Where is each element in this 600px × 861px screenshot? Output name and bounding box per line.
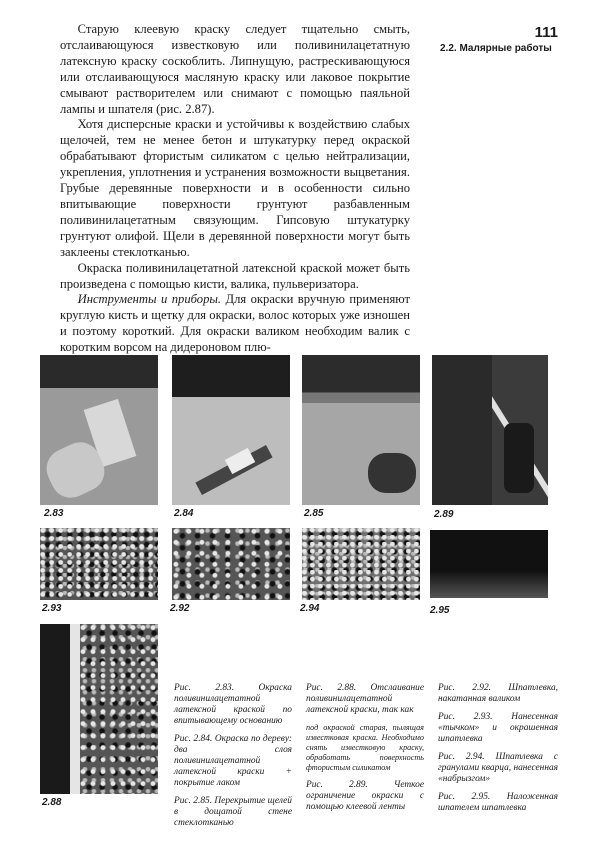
photo-peeling-paint	[40, 624, 158, 794]
paragraph-2: Хотя дисперсные краски и устойчивы к воздействию слабых щелочей, тем не менее бетон и штукатурку перед окраской обрабатывают фтористым силикатом с целью нейтрализации, укрепления, уплотнения и устранения возможности выцветания. Грубые деревянные поверхности и в особенности сильно впитывающие поверхности грунтуют разбавленным поливинилацетатным связующим. Гипсовую штукатурку грунтуют олифой. Щели в деревянной поверхности могут быть заклеены стеклотканью.	[60, 117, 410, 259]
photo-texture-trowelled	[430, 530, 548, 598]
paragraph-4	[60, 292, 410, 356]
caption-292: Рис. 2.92. Шпатлевка, накатанная валиком	[438, 683, 558, 704]
photo-tape-edge	[432, 355, 548, 505]
paragraph-1: Старую клеевую краску следует тщательно смыть, отслаивающуюся известковую или поливинилацетатную латексную краску соскоблить. Липнущую, растрескивающуюся или отслаивающуюся масляную краску или лаковое покрытие смывают растворителем или снимают с помощью паяльной лампы и шпателя (рис. 2.87).	[60, 22, 410, 116]
figure-label: 2.88	[42, 797, 62, 808]
page-number: 111	[534, 24, 558, 41]
running-head: 2.2. Малярные работы	[440, 43, 552, 54]
paragraph-3: Окраска поливинилацетатной латексной краской может быть произведена с помощью кисти, валика, пульверизатора.	[60, 260, 410, 291]
caption-285: Рис. 2.85. Перекрытие щелей в дощатой стене стеклотканью	[174, 796, 292, 828]
captions-column-3	[438, 683, 558, 821]
caption-289: Рис. 2.89. Четкое ограничение окраски с помощью клеевой ленты	[306, 780, 424, 812]
figure-label: 2.95	[430, 605, 450, 616]
captions-column-1	[174, 683, 292, 836]
figure-label: 2.92	[170, 603, 190, 614]
figure-label: 2.94	[300, 603, 320, 614]
caption-288-continued: под окраской старая, пылящая известковая краска. Необходимо снять известковую краску, обработать поверхность фтористым силикатом	[306, 723, 424, 772]
paragraph-4-text: Для окраски вручную применяют круглую кисть и щетку для окраски, волос которых уже изношен и поэтому короткий. Для окраски валиком необходим валик с коротким ворсом на дидероновом плю-	[60, 292, 410, 355]
photo-brush-painting-wood	[172, 355, 290, 505]
paragraph-4-lead: Инструменты и приборы.	[77, 292, 222, 307]
caption-288: Рис. 2.88. Отслаивание поливинилацетатной латексной краски, так как	[306, 683, 424, 715]
figure-label: 2.84	[174, 508, 194, 519]
photo-fiberglass-gaps	[302, 355, 420, 505]
captions-column-2	[306, 683, 424, 820]
figure-label: 2.83	[44, 508, 64, 519]
photo-roller-painting	[40, 355, 158, 505]
photo-texture-dabbed	[40, 528, 158, 600]
caption-293: Рис. 2.93. Нанесенная «тычком» и окрашенная шпатлевка	[438, 712, 558, 744]
caption-284: Рис. 2.84. Окраска по дереву: два слоя поливинилацетатной латексной краски + покрытие лаком	[174, 734, 292, 788]
photo-texture-rolled	[172, 528, 290, 600]
body-text	[60, 22, 410, 356]
caption-295: Рис. 2.95. Наложенная шпателем шпатлевка	[438, 792, 558, 813]
photo-texture-sprayed	[302, 528, 420, 600]
caption-283: Рис. 2.83. Окраска поливинилацетатной латексной краской по впитывающему основанию	[174, 683, 292, 726]
figure-label: 2.89	[434, 509, 454, 520]
figure-label: 2.93	[42, 603, 62, 614]
caption-294: Рис. 2.94. Шпатлевка с гранулами кварца, нанесенная «набрызгом»	[438, 752, 559, 784]
figure-label: 2.85	[304, 508, 324, 519]
